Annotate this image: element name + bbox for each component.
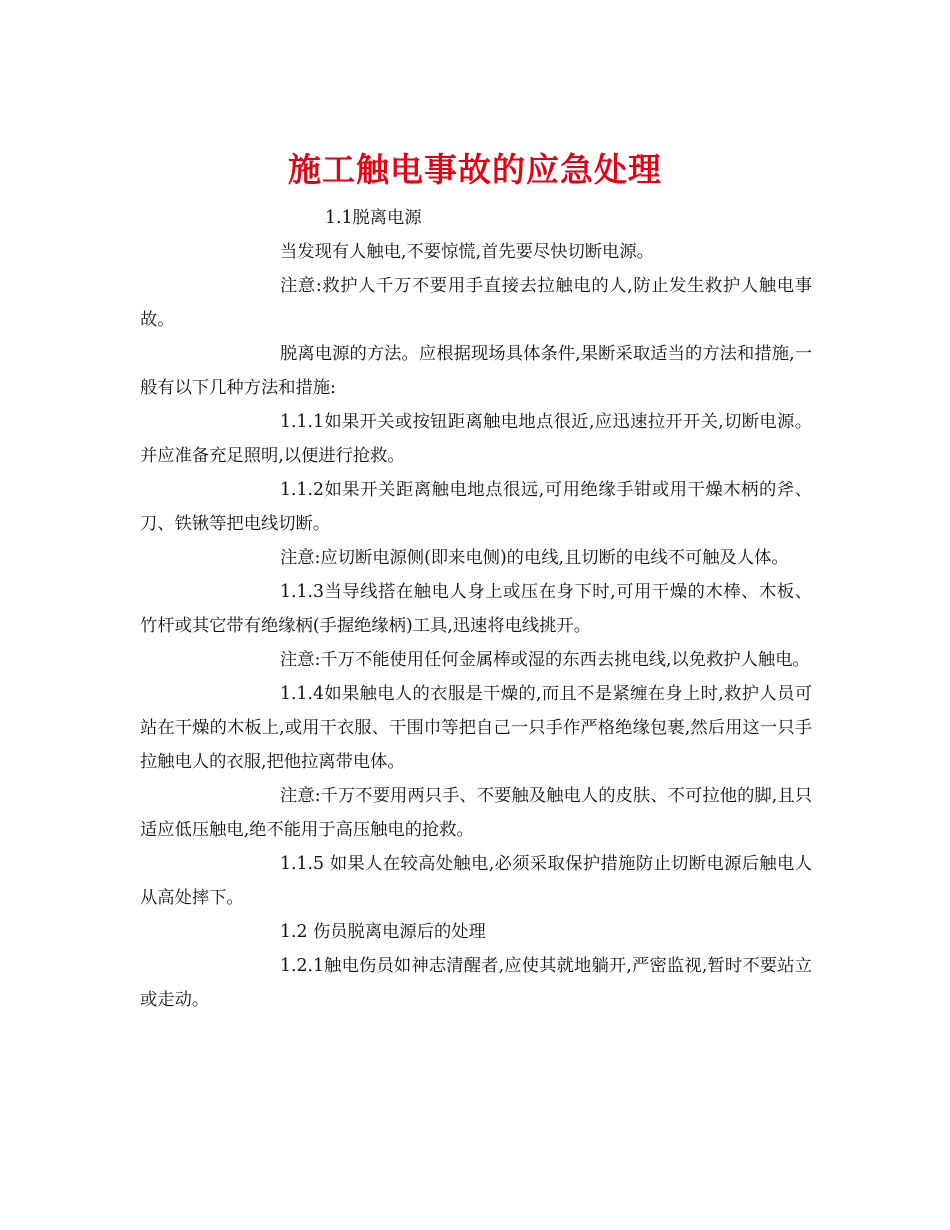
document-body xyxy=(140,201,812,1017)
paragraph: 1.1.5 如果人在较高处触电,必须采取保护措施防止切断电源后触电人从高处摔下。 xyxy=(140,854,812,908)
paragraph: 注意:应切断电源侧(即来电侧)的电线,且切断的电线不可触及人体。 xyxy=(280,548,789,568)
paragraph: 1.1.2如果开关距离触电地点很远,可用绝缘手钳或用干燥木柄的斧、刀、铁锹等把电线切断。 xyxy=(140,480,812,534)
paragraph: 注意:救护人千万不要用手直接去拉触电的人,防止发生救护人触电事故。 xyxy=(140,276,812,330)
paragraph: 1.1.4如果触电人的衣服是干燥的,而且不是紧缠在身上时,救护人员可站在干燥的木板上,或用干衣服、干围巾等把自己一只手作严格绝缘包裹,然后用这一只手拉触电人的衣服,把他拉离带电体。 xyxy=(140,684,812,772)
paragraph: 脱离电源的方法。应根据现场具体条件,果断采取适当的方法和措施,一般有以下几种方法和措施: xyxy=(140,344,812,398)
paragraph: 注意:千万不能使用任何金属棒或湿的东西去挑电线,以免救护人触电。 xyxy=(280,650,810,670)
paragraph: 1.1.1如果开关或按钮距离触电地点很近,应迅速拉开开关,切断电源。并应准备充足照明,以便进行抢救。 xyxy=(140,412,812,466)
paragraph: 注意:千万不要用两只手、不要触及触电人的皮肤、不可拉他的脚,且只适应低压触电,绝不能用于高压触电的抢救。 xyxy=(140,786,812,840)
paragraph: 1.1.3当导线搭在触电人身上或压在身下时,可用干燥的木棒、木板、竹杆或其它带有绝缘柄(手握绝缘柄)工具,迅速将电线挑开。 xyxy=(140,582,812,636)
document-title: 施工触电事故的应急处理 xyxy=(288,150,662,190)
section-heading: 1.1脱离电源 xyxy=(325,208,422,228)
paragraph: 1.2 伤员脱离电源后的处理 xyxy=(280,922,486,942)
paragraph: 1.2.1触电伤员如神志清醒者,应使其就地躺开,严密监视,暂时不要站立或走动。 xyxy=(140,956,812,1010)
paragraph: 当发现有人触电,不要惊慌,首先要尽快切断电源。 xyxy=(280,242,654,262)
